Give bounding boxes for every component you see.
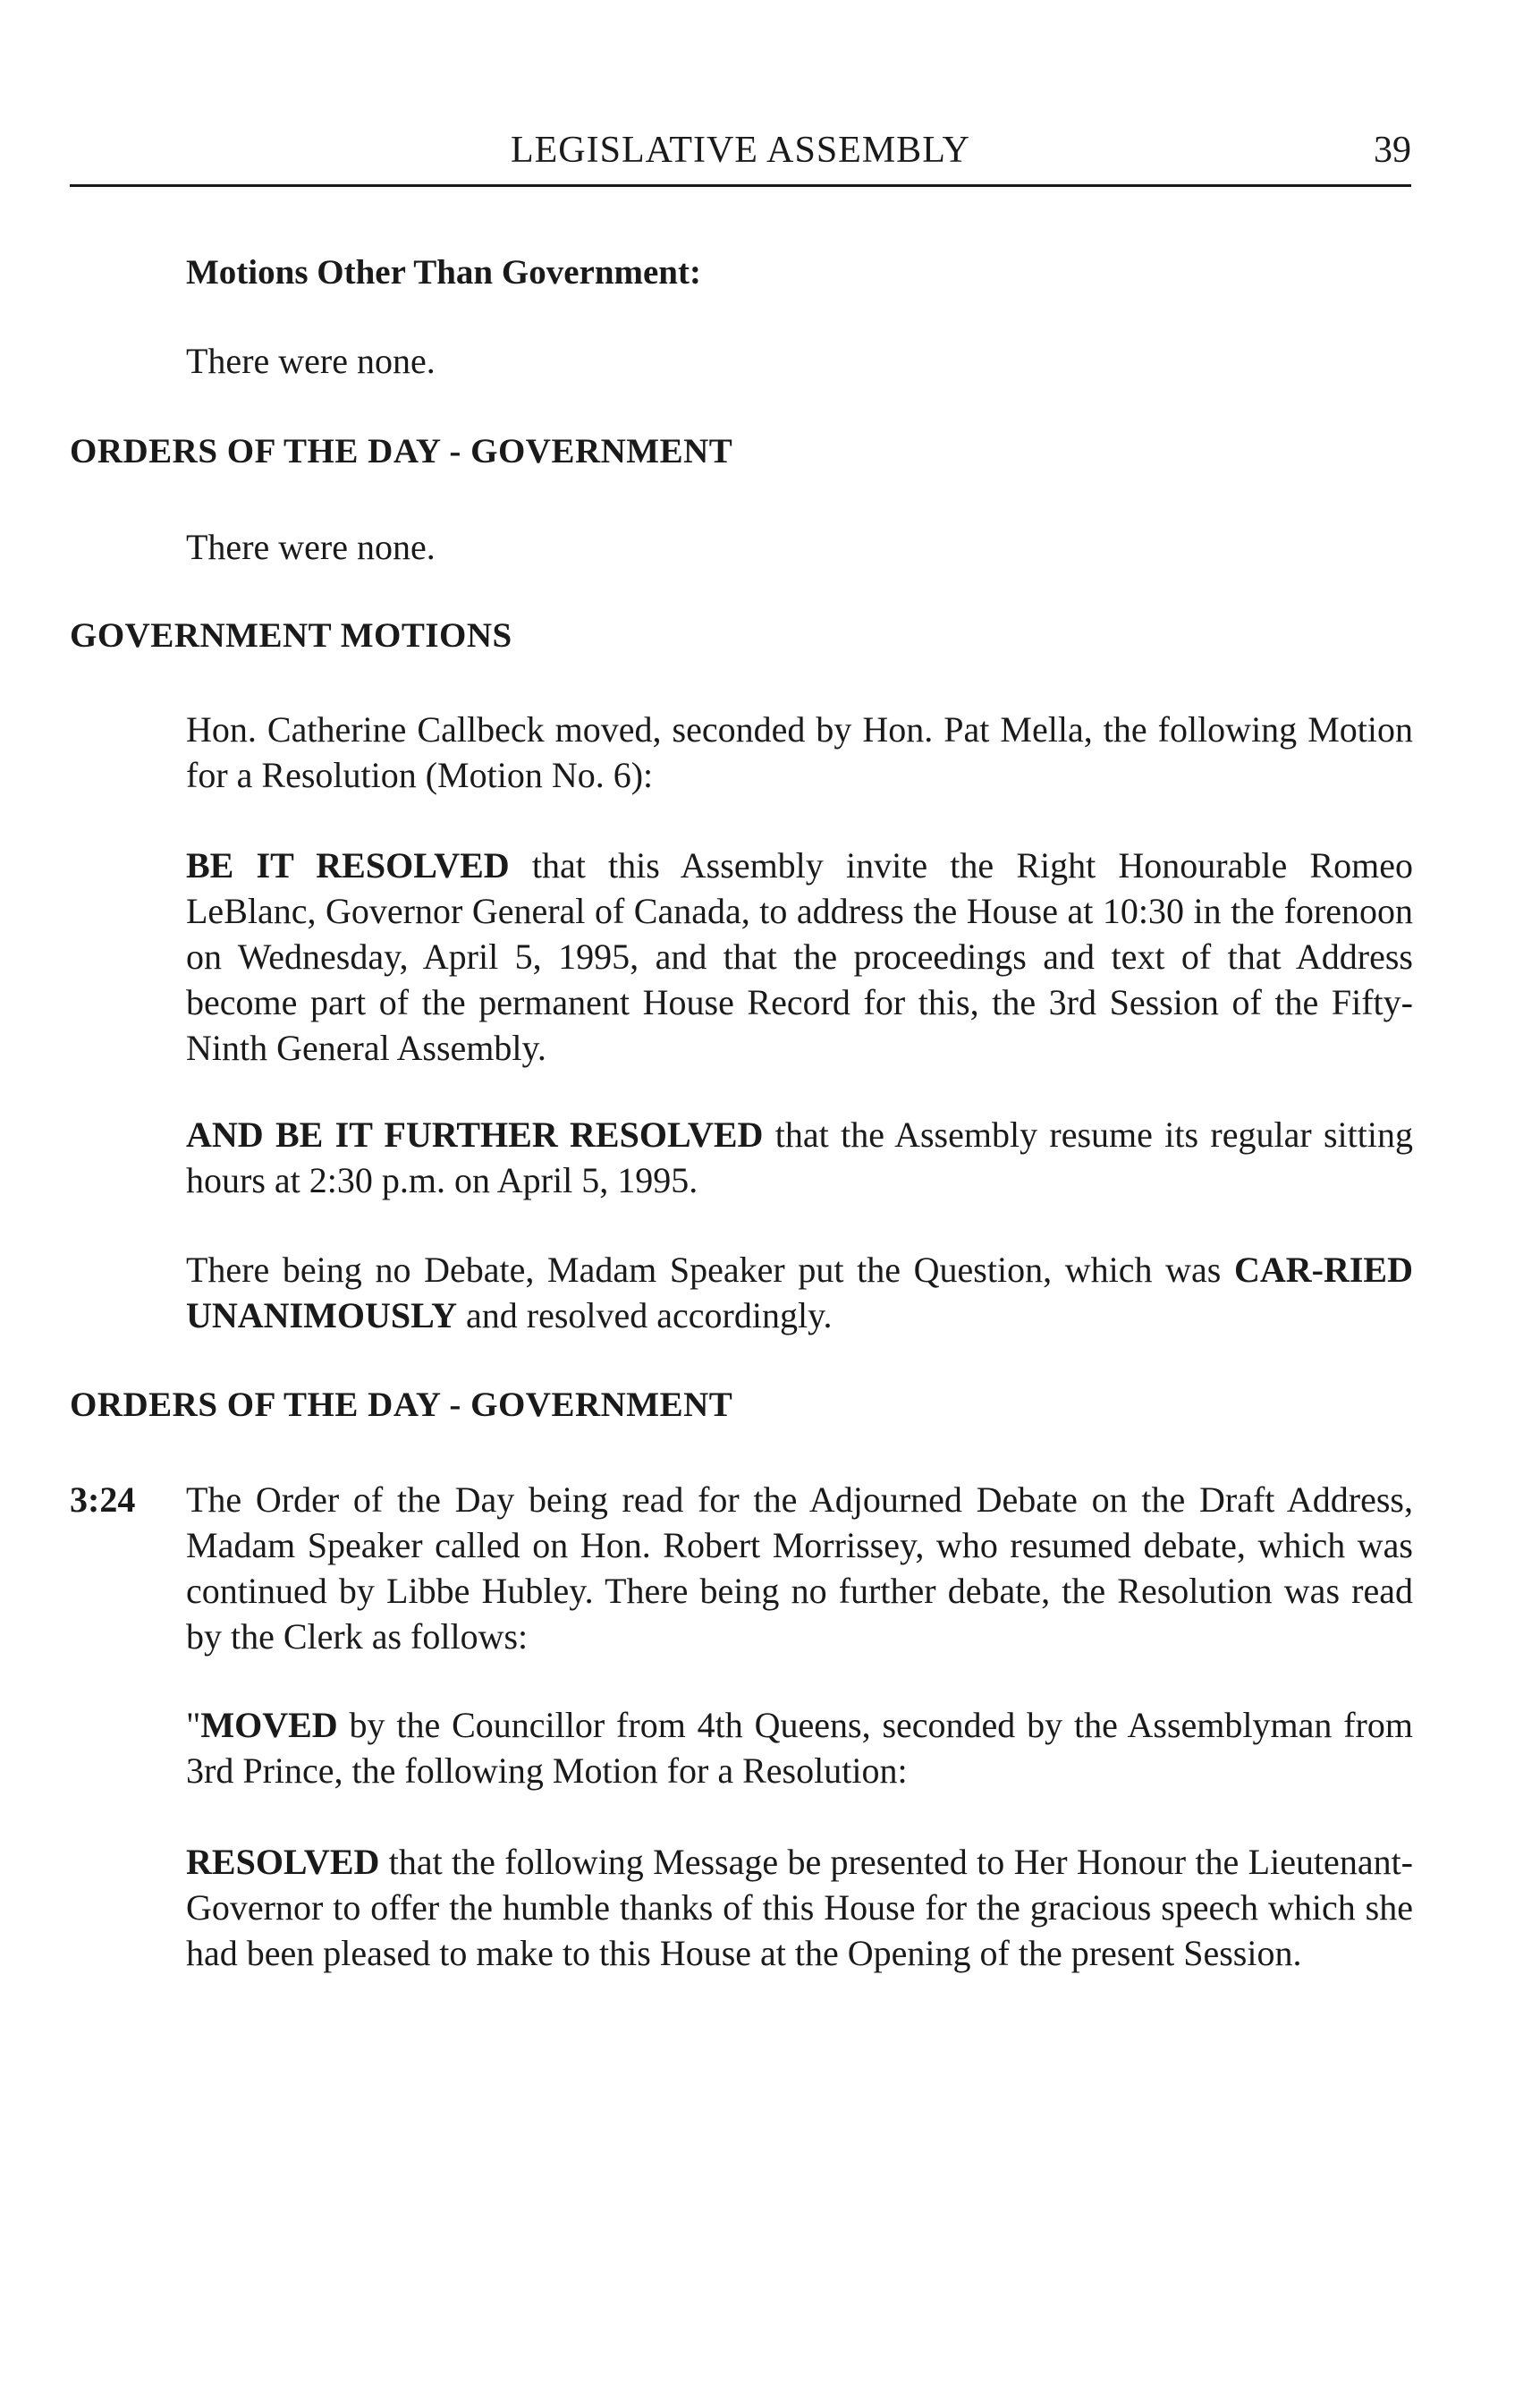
outcome-carried-unanimously: CAR-RIED UNANIMOUSLY [186, 1250, 1413, 1335]
motions-other-heading: Motions Other Than Government: [186, 253, 701, 292]
further-resolved-text: that the Assembly resume its regular sitting hours at 2:30 p.m. on April 5, 1995. [186, 1115, 1413, 1200]
orders-of-day-text-1: There were none. [186, 527, 436, 567]
be-it-resolved-text: that this Assembly invite the Right Honourable Romeo LeBlanc, Governor General of Canada, to address the House at 10:30 in the forenoon on Wednesday, April 5, 1995, and that the proceedings and text of that Address become part of the permanent House Record for this, the 3rd Session of the Fifty-Ninth General Assembly. [186, 845, 1413, 1068]
resolved-lead: RESOLVED [186, 1842, 380, 1882]
header-title: LEGISLATIVE ASSEMBLY [511, 130, 970, 171]
order-of-day-entry: The Order of the Day being read for the Adjourned Debate on the Draft Address, Madam Speaker called on Hon. Robert Morrissey, who resumed debate, which was continued by Libbe Hubley. There being no further debate, the Resolution was read by the Clerk as follows: [186, 1479, 1413, 1657]
further-resolved-paragraph [186, 1112, 1413, 1203]
orders-of-day-heading-2: ORDERS OF THE DAY - GOVERNMENT [70, 1386, 733, 1424]
outcome-text-start: There being no Debate, Madam Speaker put the Question, which was [186, 1250, 1234, 1290]
motions-other-text: There were none. [186, 341, 436, 381]
further-resolved-lead: AND BE IT FURTHER RESOLVED [186, 1115, 764, 1155]
page-header [70, 125, 1411, 187]
government-motions-heading: GOVERNMENT MOTIONS [70, 616, 512, 655]
time-stamp: 3:24 [70, 1479, 136, 1520]
motion-intro-paragraph: Hon. Catherine Callbeck moved, seconded by Hon. Pat Mella, the following Motion for a Resolution (Motion No. 6): [186, 709, 1413, 795]
moved-text: by the Councillor from 4th Queens, seconded by the Assemblyman from 3rd Prince, the following Motion for a Resolution: [186, 1705, 1413, 1791]
moved-open-quote: " [186, 1705, 201, 1745]
moved-paragraph [186, 1702, 1413, 1793]
moved-lead: MOVED [200, 1705, 338, 1745]
be-it-resolved-lead: BE IT RESOLVED [186, 845, 510, 886]
orders-of-day-heading-1: ORDERS OF THE DAY - GOVERNMENT [70, 432, 733, 470]
resolved-paragraph [186, 1839, 1413, 1976]
be-it-resolved-paragraph [186, 843, 1413, 1071]
resolved-text: that the following Message be presented to Her Honour the Lieutenant-Governor to offer the humble thanks of this House for the gracious speech which she had been pleased to make to this House at the Opening of the present Session. [186, 1842, 1413, 1973]
page-number: 39 [1374, 130, 1411, 171]
outcome-text-end: and resolved accordingly. [457, 1295, 833, 1335]
motion-outcome-paragraph [186, 1247, 1413, 1338]
